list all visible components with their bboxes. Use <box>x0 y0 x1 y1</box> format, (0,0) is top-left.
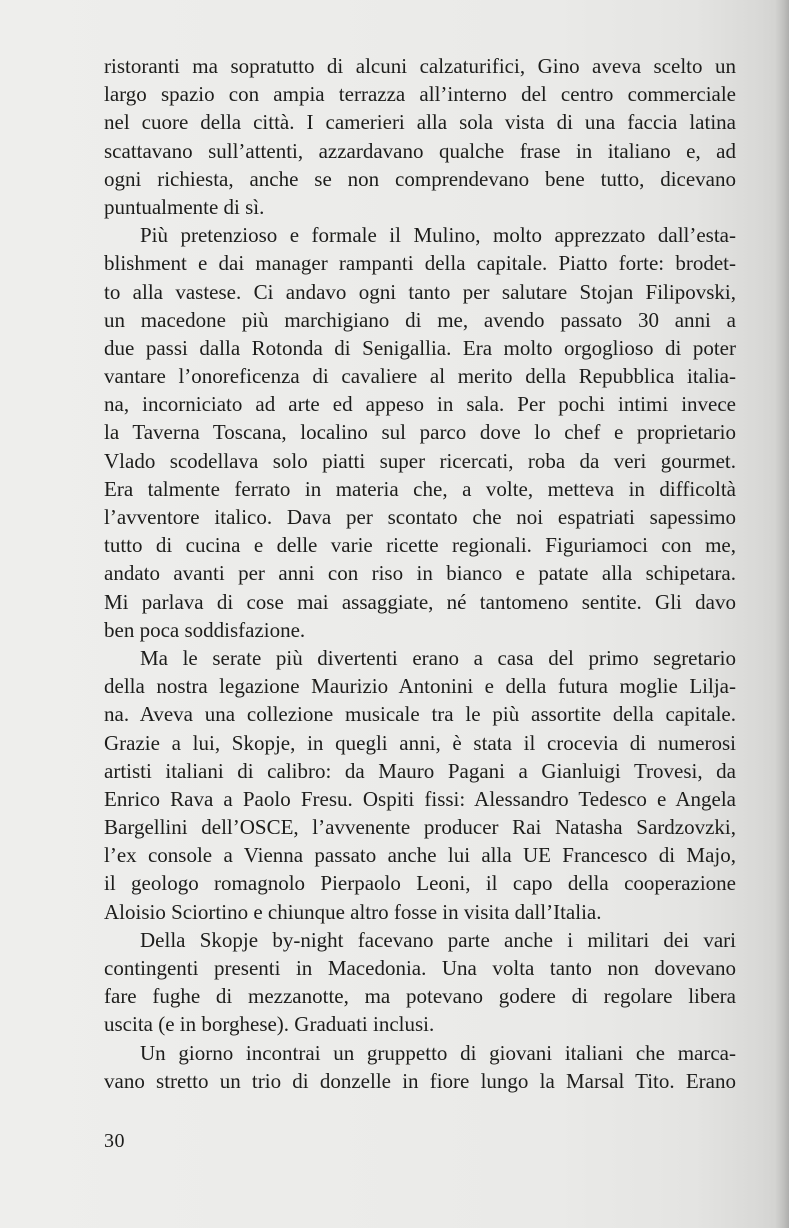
text-line: andato avanti per anni con riso in bianco e patate alla schipetara. <box>104 561 736 586</box>
text-line: Mi parlava di cose mai assaggiate, né tantomeno sentite. Gli davo <box>104 589 736 614</box>
text-line: vano stretto un trio di donzelle in fiore lungo la Marsal Tito. Erano <box>104 1068 736 1093</box>
text-line: ogni richiesta, anche se non comprendevano bene tutto, dicevano <box>104 166 736 191</box>
text-line: Era talmente ferrato in materia che, a volte, metteva in difficoltà <box>104 476 736 501</box>
text-line: ristoranti ma sopratutto di alcuni calzaturifici, Gino aveva scelto un <box>104 54 736 78</box>
text-line: Un giorno incontrai un gruppetto di giovani italiani che marca- <box>140 1040 736 1065</box>
text-line: nel cuore della città. I camerieri alla sola vista di una faccia latina <box>104 110 736 135</box>
text-line: Della Skopje by-night facevano parte anche i militari dei vari <box>140 927 736 952</box>
text-line: Bargellini dell’OSCE, l’avvenente producer Rai Natasha Sardzovzki, <box>104 815 736 840</box>
text-line: il geologo romagnolo Pierpaolo Leoni, il capo della cooperazione <box>104 871 736 896</box>
text-line: Enrico Rava a Paolo Fresu. Ospiti fissi: Alessandro Tedesco e Angela <box>104 786 736 811</box>
text-line: puntualmente di sì. <box>104 194 265 219</box>
text-line: tutto di cucina e delle varie ricette regionali. Figuriamoci con me, <box>104 533 736 558</box>
text-line: largo spazio con ampia terrazza all’interno del centro commerciale <box>104 82 736 107</box>
text-line: vantare l’onoreficenza di cavaliere al merito della Repubblica italia- <box>104 364 736 389</box>
text-line: fare fughe di mezzanotte, ma potevano godere di regolare libera <box>104 984 736 1009</box>
text-line: un macedone più marchigiano di me, avendo passato 30 anni a <box>104 307 736 332</box>
text-line: contingenti presenti in Macedonia. Una volta tanto non dovevano <box>104 956 736 980</box>
text-line: uscita (e in borghese). Graduati inclusi. <box>104 1012 435 1037</box>
text-line: due passi dalla Rotonda di Senigallia. Era molto orgoglioso di poter <box>104 335 736 360</box>
text-line: to alla vastese. Ci andavo ogni tanto per salutare Stojan Filipovski, <box>104 279 736 304</box>
text-line: blishment e dai manager rampanti della capitale. Piatto forte: brodet- <box>104 251 736 276</box>
page-edge-shadow <box>775 0 789 1228</box>
text-line: Grazie a lui, Skopje, in quegli anni, è stata il crocevia di numerosi <box>104 730 736 755</box>
text-line: ben poca soddisfazione. <box>104 617 306 642</box>
text-line: Ma le serate più divertenti erano a casa del primo segretario <box>140 645 736 670</box>
body-text <box>104 52 736 1095</box>
text-line: Più pretenzioso e formale il Mulino, molto apprezzato dall’esta- <box>140 223 736 248</box>
text-line: l’avventore italico. Dava per scontato che noi espatriati sapessimo <box>104 505 736 529</box>
text-line: na, incorniciato ad arte ed appeso in sala. Per pochi intimi invece <box>104 392 736 417</box>
text-line: na. Aveva una collezione musicale tra le più assortite della capitale. <box>104 702 736 727</box>
text-line: Aloisio Sciortino e chiunque altro fosse in visita dall’Italia. <box>104 899 602 924</box>
text-line: scattavano sull’attenti, azzardavano qualche frase in italiano e, ad <box>104 138 736 163</box>
text-line: la Taverna Toscana, localino sul parco dove lo chef e proprietario <box>104 420 736 445</box>
text-line: Vlado scodellava solo piatti super ricercati, roba da veri gourmet. <box>104 448 736 473</box>
text-line: della nostra legazione Maurizio Antonini e della futura moglie Lilja- <box>104 674 736 699</box>
page-number: 30 <box>104 1130 125 1152</box>
text-line: l’ex console a Vienna passato anche lui alla UE Francesco di Majo, <box>104 843 736 868</box>
text-line: artisti italiani di calibro: da Mauro Pagani a Gianluigi Trovesi, da <box>104 758 736 783</box>
